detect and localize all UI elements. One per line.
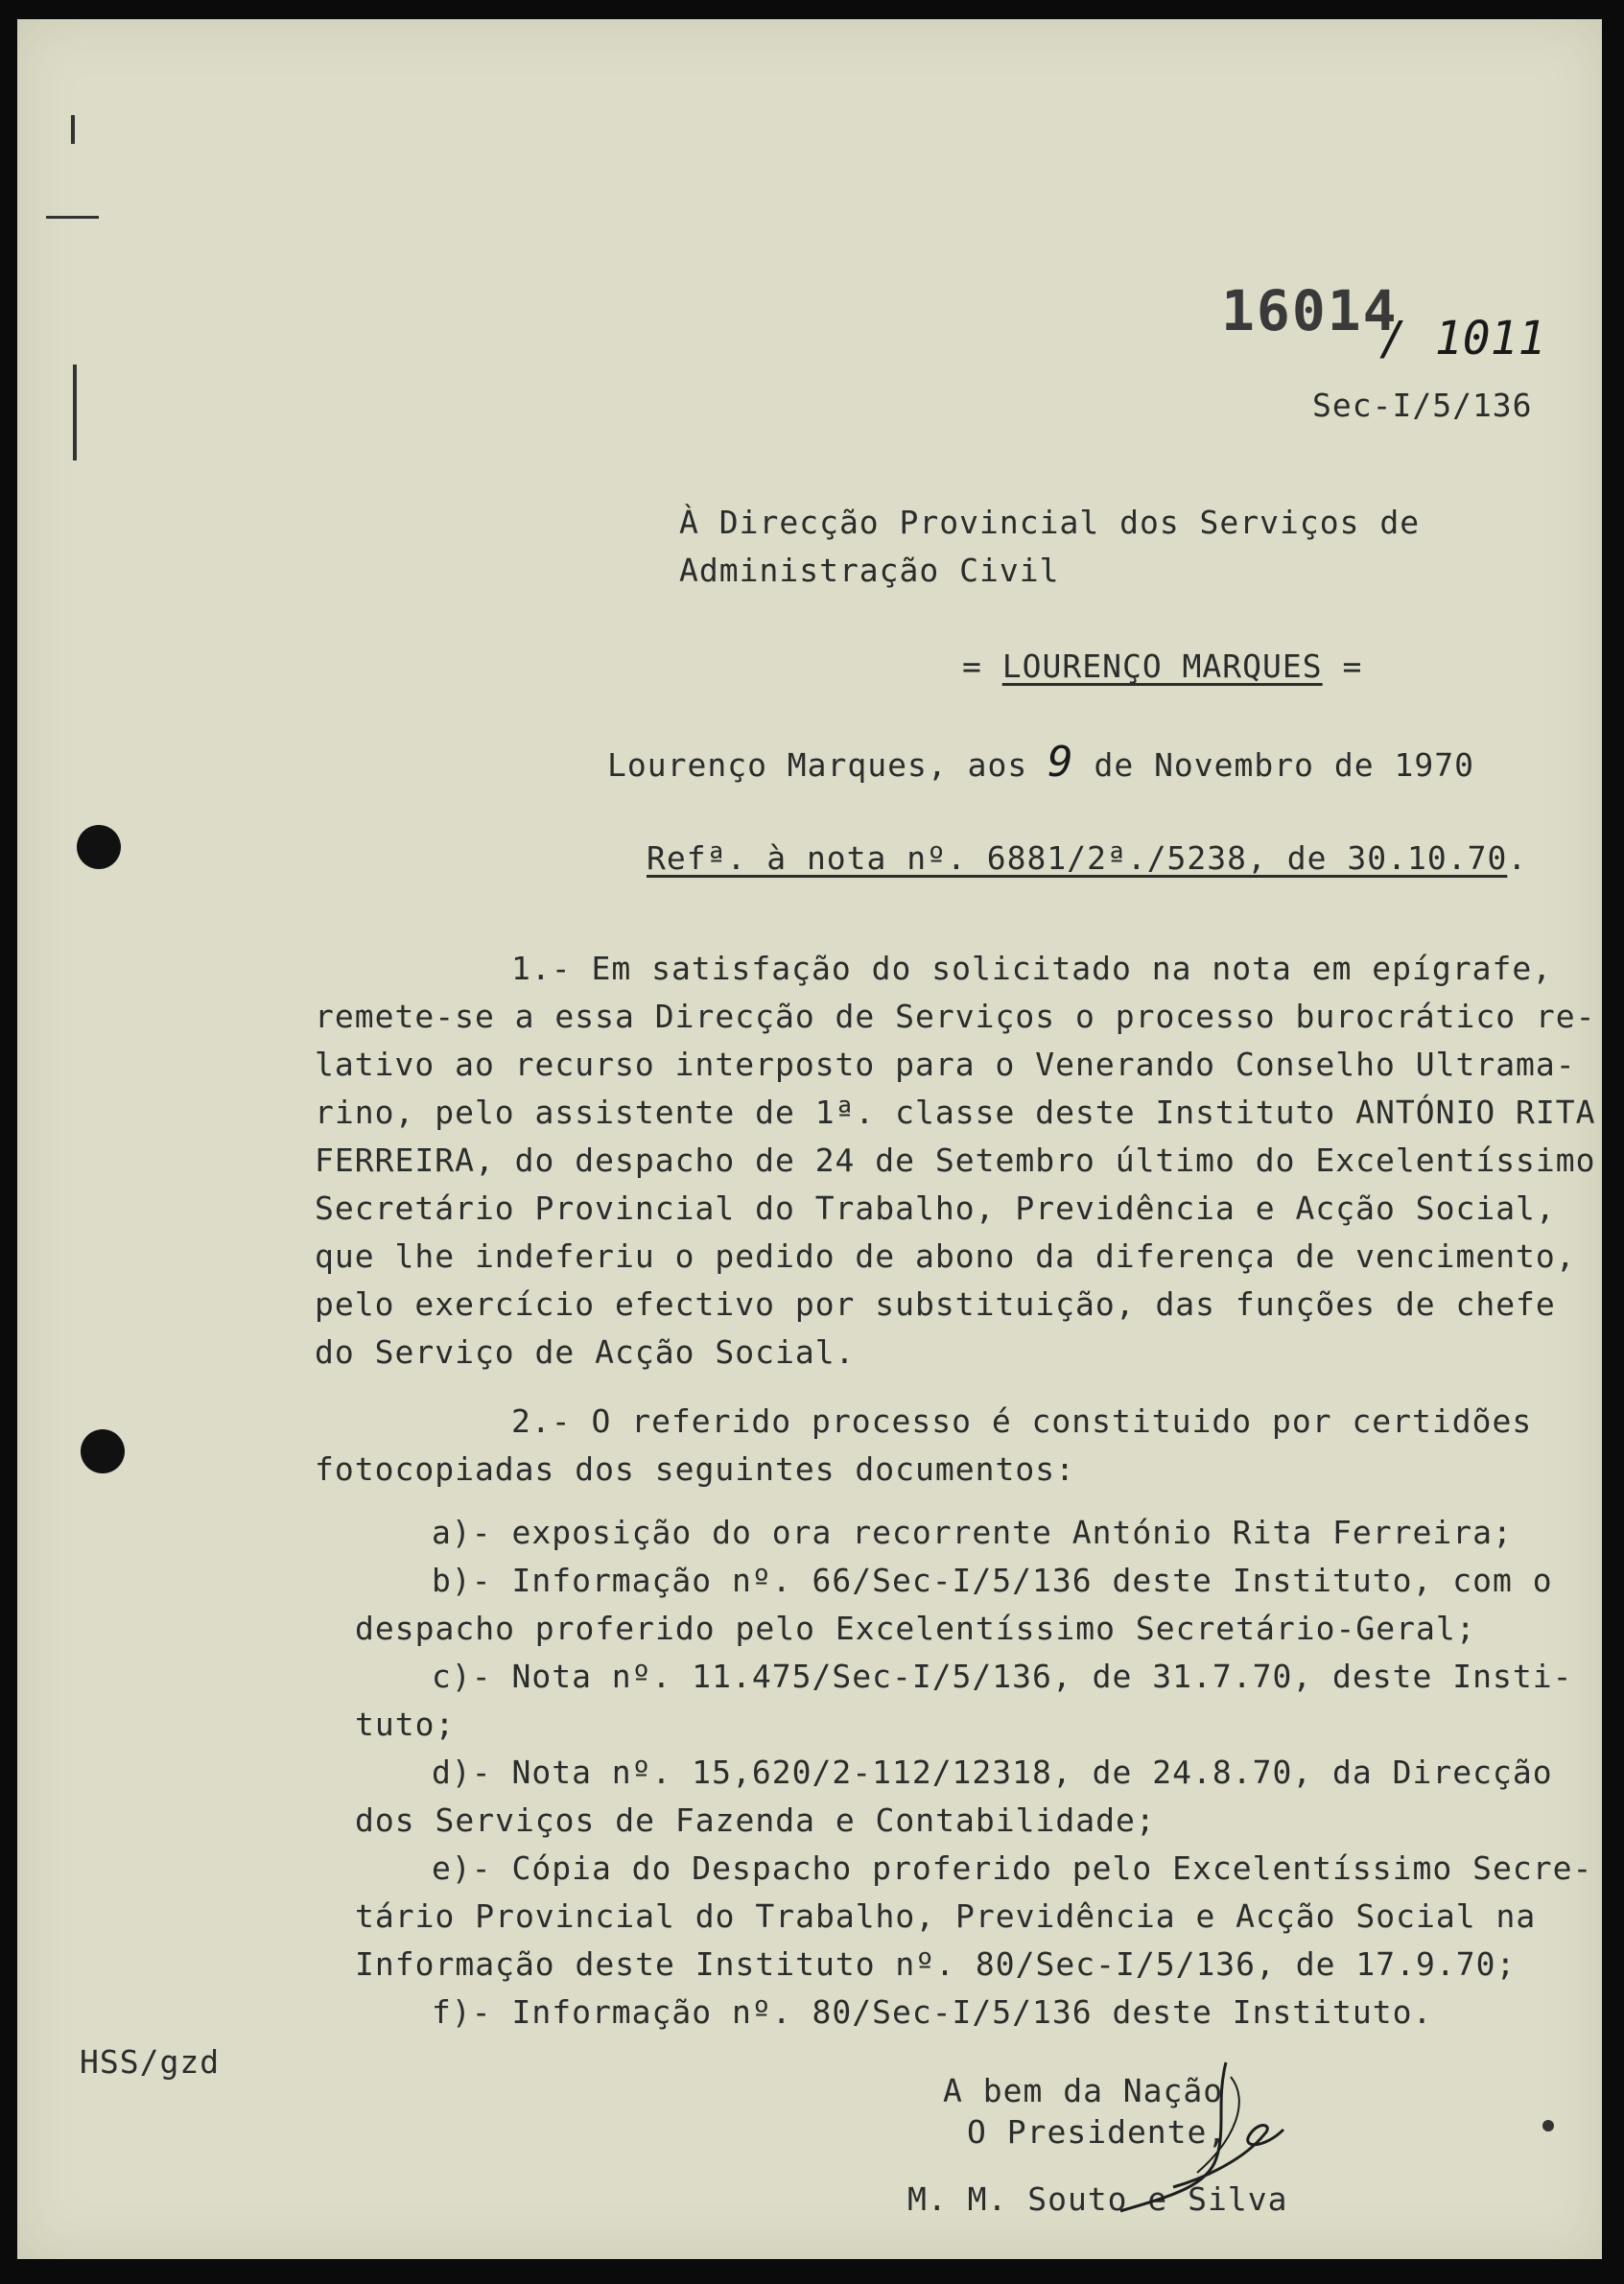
signature-stroke (1197, 2077, 1239, 2173)
closing-line-2: O Presidente, (967, 2113, 1228, 2151)
paragraph-1-line: 1.- Em satisfação do solicitado na nota em epígrafe, (511, 950, 1553, 987)
addressee-city: LOURENÇO MARQUES (1001, 648, 1323, 685)
paragraph-1-line: rino, pelo assistente de 1ª. classe deste Instituto ANTÓNIO RITA (315, 1094, 1596, 1131)
reference-note: Refª. à nota nº. 6881/2ª./5238, de 30.10.70 (647, 839, 1508, 877)
document-item: a)- exposição do ora recorrente António Rita Ferreira; (432, 1514, 1513, 1551)
paragraph-1-line: FERREIRA, do despacho de 24 de Setembro último do Excelentíssimo (315, 1142, 1596, 1179)
paragraph-1-line: Secretário Provincial do Trabalho, Previdência e Acção Social, (315, 1189, 1556, 1227)
city-suffix: = (1322, 648, 1363, 685)
document-item-continuation: Informação deste Instituto nº. 80/Sec-I/5/136, de 17.9.70; (355, 1945, 1517, 1983)
paragraph-2-line: 2.- O referido processo é constituido por certidões (511, 1402, 1533, 1440)
date-prefix: Lourenço Marques, aos (607, 746, 1048, 784)
addressee-line-2: Administração Civil (679, 552, 1060, 589)
stamp-number: 16014 (1221, 278, 1399, 343)
closing-line-1: A bem da Nação (943, 2072, 1224, 2109)
paragraph-1-line: lativo ao recurso interposto para o Venerando Conselho Ultrama- (315, 1046, 1576, 1083)
signature-stroke (1120, 2062, 1226, 2211)
typist-initials: HSS/gzd (80, 2043, 221, 2081)
signature (1082, 2043, 1303, 2216)
document-item: d)- Nota nº. 15,620/2-112/12318, de 24.8.70, da Direcção (432, 1754, 1553, 1791)
document-item-continuation: tuto; (355, 1706, 456, 1743)
reference-period: . (1507, 839, 1528, 877)
margin-speck (73, 365, 77, 460)
punch-hole-top (77, 825, 121, 869)
margin-speck (1542, 2120, 1554, 2131)
paragraph-1-line: remete-se a essa Direcção de Serviços o processo burocrático re- (315, 998, 1596, 1035)
document-item: c)- Nota nº. 11.475/Sec-I/5/136, de 31.7.70, deste Insti- (432, 1658, 1573, 1695)
date-line (607, 739, 1474, 789)
handwritten-day: 9 (1047, 738, 1074, 787)
addressee-city-line (962, 643, 1362, 691)
document-item-continuation: dos Serviços de Fazenda e Contabilidade; (355, 1801, 1156, 1839)
punch-hole-bottom (81, 1429, 125, 1473)
margin-speck (46, 216, 99, 219)
document-item-continuation: despacho proferido pelo Excelentíssimo Secretário-Geral; (355, 1610, 1476, 1647)
city-prefix: = (962, 648, 1002, 685)
document-item: f)- Informação nº. 80/Sec-I/5/136 deste Instituto. (432, 1993, 1433, 2031)
document-item-continuation: tário Provincial do Trabalho, Previdência e Acção Social na (355, 1897, 1537, 1935)
reference-note-line (647, 835, 1527, 883)
paragraph-1-line: que lhe indeferiu o pedido de abono da diferença de vencimento, (315, 1237, 1576, 1275)
paragraph-1-line: pelo exercício efectivo por substituição, das funções de chefe (315, 1285, 1556, 1323)
date-suffix: de Novembro de 1970 (1073, 746, 1474, 784)
margin-speck (71, 115, 75, 144)
document-page (17, 19, 1602, 2259)
paragraph-1-line: do Serviço de Acção Social. (315, 1333, 856, 1371)
addressee-line-1: À Direcção Provincial dos Serviços de (679, 504, 1421, 541)
document-item: b)- Informação nº. 66/Sec-I/5/136 deste Instituto, com o (432, 1562, 1553, 1599)
paragraph-2-line: fotocopiadas dos seguintes documentos: (315, 1450, 1075, 1488)
stamp-handwritten-number: / 1011 (1379, 312, 1546, 365)
signer-name: M. M. Souto e Silva (907, 2180, 1288, 2218)
document-item: e)- Cópia do Despacho proferido pelo Excelentíssimo Secre- (432, 1849, 1593, 1887)
reference-code: Sec-I/5/136 (1312, 387, 1533, 424)
